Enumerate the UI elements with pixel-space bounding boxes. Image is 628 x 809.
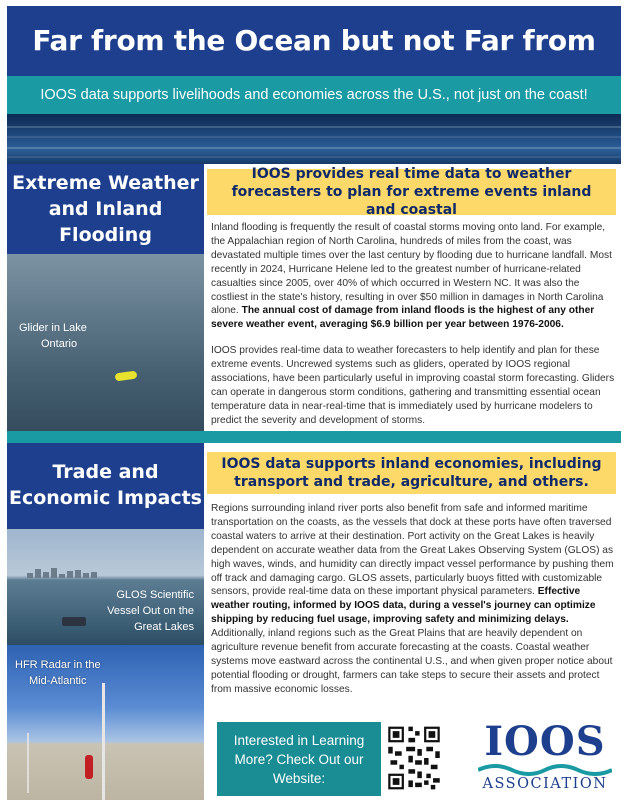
caption-line: Mid-Atlantic [29,675,87,687]
ocean-banner-image [7,114,621,164]
section1-title-line: Flooding [59,224,152,246]
radar-photo-caption [15,657,101,689]
ioos-association-logo [470,718,620,800]
cta-line: Interested in Learning [233,732,365,748]
website-cta[interactable] [217,722,381,796]
caption-line: Glider in Lake [19,322,87,334]
section2-p1-bold: Effective weather routing, informed by IOOS data, during a vessel's journey can optimize shipping by reducing fuel usage, improving safety and minimizing delays. [211,586,596,626]
logo-sub-text: ASSOCIATION [482,776,608,792]
section1-left-column [7,164,204,431]
section-divider [7,431,621,443]
section2-highlight: IOOS data supports inland economies, including transport and trade, agriculture, and others. [207,452,616,494]
section2-title-line: Trade and [52,461,159,483]
section1-paragraph [211,221,618,332]
caption-line: Great Lakes [134,621,194,633]
section1-p1-bold: The annual cost of damage from inland floods is the highest of any other severe weather event, averaging $6.9 billion per year between 1976-2006. [211,305,595,331]
vessel-photo [7,529,204,645]
glider-photo [7,254,204,431]
section2-p1-end: Additionally, inland regions such as the Great Plains that are heavily dependent on agriculture revenue benefit from accurate forecasting at the coasts. Coastal weather systems move eastward across the continental U.S., and when given proper notice about potential flooding or drought, farmers can take steps to secure their assets and protect from massive economic losses. [211,628,613,695]
radar-antenna [27,733,29,793]
section1-highlight: IOOS provides real time data to weather forecasters to plan for extreme events inland and coastal [207,169,616,215]
caption-line: Vessel Out on the [107,605,194,617]
section1-paragraph: IOOS provides real-time data to weather forecasters to help identify and plan for these extreme events. Uncrewed systems such as gliders, operated by IOOS regional associations, have been particularly useful in improving coastal storm forecasting. Gliders can operate in dangerous storm conditions, gathering and transmitting essential ocean temperature data in near-real-time that is immediately used by hurricane modelers to predict the severity and development of storms. [211,345,615,426]
person-figure [85,755,93,779]
glider-icon [115,371,138,382]
page-subtitle: IOOS data supports livelihoods and economies across the U.S., not just on the coast! [40,87,588,103]
section1-p1-text: Inland flooding is frequently the result of coastal storms moving onto land. For example, the Appalachian region of North Carolina, hundreds of miles from the coast, was devastated multiple times over the last century by flooding due to hurricane landfall. Most recently in 2024, Hurricane Helene led to the greatest number of hurricane-related casualties since 2005, over 40% of which occurred in Western NC. It was also the costliest in the state's history, resulting in over $50 million in damages in North Carolina alone. [211,222,612,317]
vessel-icon [62,617,86,626]
caption-line: HFR Radar in the [15,659,101,671]
cta-line: More? Check Out our [234,751,364,767]
section2-body [211,502,618,709]
section2-title-line: Economic Impacts [8,487,202,509]
vessel-photo-caption [107,587,194,635]
section1-title [7,164,204,254]
radar-photo [7,645,204,800]
qr-code-icon[interactable] [386,724,442,792]
section1-body [211,221,618,440]
section1-title-line: Extreme Weather [12,172,199,194]
caption-line: GLOS Scientific [116,589,194,601]
logo-main-text: IOOS [484,718,606,765]
page-title: Far from the Ocean but not Far from [32,24,596,57]
section1-title-line: and Inland [48,198,163,220]
section2-title [7,443,204,529]
cta-line: Website: [272,770,326,786]
section2-paragraph [211,502,618,697]
caption-line: Ontario [41,338,78,350]
glider-photo-caption [19,320,87,352]
logo-wave-icon [478,762,612,776]
radar-antenna [102,683,105,800]
header-banner [7,6,621,76]
section2-left-column [7,443,204,529]
section2-p1-text: Regions surrounding inland river ports also benefit from safe and informed maritime transportation on the coasts, as the vessels that dock at these ports have often traversed coastal waters to arrive at their destination. Port activity on the Great Lakes is heavily dependent on accurate weather data from the Great Lakes Observing System (GLOS) as high waves, winds, and humidity can directly impact vessel performance by pushing them off track and damaging cargo. GLOS assets, particularly buoys fitted with customizable sensors, provide real-time data on these important physical parameters. [211,503,614,598]
city-skyline [27,568,185,578]
subtitle-bar [7,76,621,114]
